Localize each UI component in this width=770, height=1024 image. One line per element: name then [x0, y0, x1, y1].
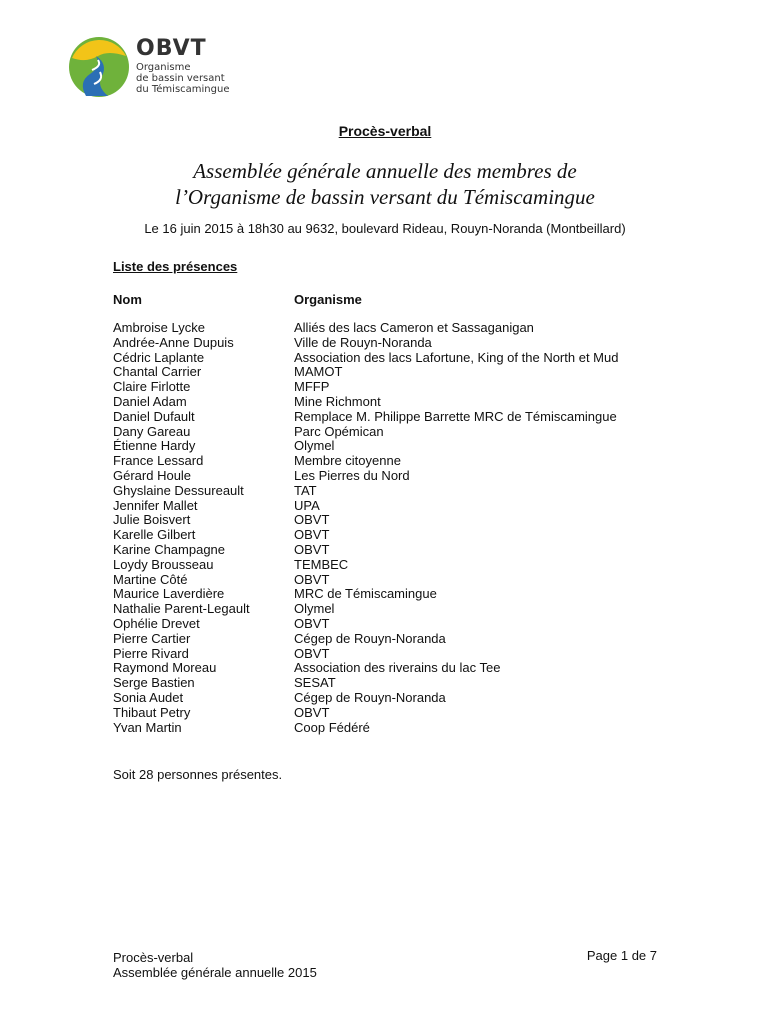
attendee-name: Karelle Gilbert — [113, 527, 196, 543]
attendee-names-list — [113, 321, 291, 735]
attendee-organisation: MAMOT — [294, 364, 343, 380]
attendee-name: Chantal Carrier — [113, 364, 202, 380]
attendee-name: Nathalie Parent-Legault — [113, 601, 250, 617]
attendee-organisation: OBVT — [294, 512, 330, 528]
attendee-name: Maurice Laverdière — [113, 586, 225, 602]
attendee-name: Pierre Cartier — [113, 630, 191, 646]
attendee-organisation: OBVT — [294, 615, 330, 631]
attendee-name: France Lessard — [113, 453, 204, 469]
column-header-name: Nom — [113, 292, 142, 307]
attendee-organisation: Association des riverains du lac Tee — [294, 660, 501, 676]
attendee-organisation: Les Pierres du Nord — [294, 467, 410, 483]
footer-line-1: Procès-verbal — [113, 950, 194, 965]
attendee-name: Étienne Hardy — [113, 438, 196, 454]
attendee-name: Thibaut Petry — [113, 704, 191, 720]
attendee-organisation: Olymel — [294, 601, 335, 617]
attendee-orgs-list — [294, 321, 714, 735]
footer-line-2: Assemblée générale annuelle 2015 — [113, 965, 317, 980]
attendee-organisation: OBVT — [294, 704, 330, 720]
logo-subtitle-line: de bassin versant — [136, 73, 225, 84]
logo-subtitle — [136, 62, 229, 95]
attendee-name: Sonia Audet — [113, 689, 184, 705]
attendee-name: Daniel Dufault — [113, 408, 195, 424]
attendee-organisation: SESAT — [294, 675, 336, 691]
document-title — [0, 158, 770, 210]
footer-info — [113, 950, 317, 980]
logo-name: OBVT — [136, 36, 207, 61]
attendee-name: Raymond Moreau — [113, 660, 217, 676]
attendee-name: Pierre Rivard — [113, 645, 189, 661]
attendee-name: Ambroise Lycke — [113, 320, 205, 335]
attendee-organisation: Remplace M. Philippe Barrette MRC de Témiscamingue — [294, 408, 617, 424]
attendee-organisation: MFFP — [294, 379, 330, 395]
attendee-organisation: OBVT — [294, 645, 330, 661]
attendee-name: Daniel Adam — [113, 393, 187, 409]
logo-subtitle-line: du Témiscamingue — [136, 84, 230, 95]
attendance-summary: Soit 28 personnes présentes. — [113, 767, 283, 782]
attendee-name: Loydy Brousseau — [113, 556, 214, 572]
attendance-section-label: Liste des présences — [113, 259, 238, 274]
attendee-name: Julie Boisvert — [113, 512, 191, 528]
obvt-logo — [68, 36, 248, 100]
attendee-organisation: Mine Richmont — [294, 393, 381, 409]
attendee-name: Gérard Houle — [113, 467, 192, 483]
attendee-organisation: OBVT — [294, 527, 330, 543]
attendee-organisation: TAT — [294, 482, 317, 498]
attendee-organisation: Parc Opémican — [294, 423, 384, 439]
logo-subtitle-line: Organisme — [136, 62, 191, 73]
column-header-organisation: Organisme — [294, 292, 362, 307]
attendee-organisation: OBVT — [294, 541, 330, 557]
attendee-name: Cédric Laplante — [113, 349, 205, 365]
attendee-name: Andrée-Anne Dupuis — [113, 334, 234, 350]
attendee-name: Yvan Martin — [113, 719, 182, 735]
title-line-1: Assemblée générale annuelle des membres de — [193, 159, 577, 183]
document-type: Procès-verbal — [338, 123, 432, 139]
page-number: Page 1 de 7 — [586, 948, 657, 963]
attendee-organisation: Cégep de Rouyn-Noranda — [294, 689, 446, 705]
attendee-organisation: MRC de Témiscamingue — [294, 586, 437, 602]
title-line-2: l’Organisme de bassin versant du Témiscamingue — [175, 185, 595, 209]
attendee-name: Ophélie Drevet — [113, 615, 200, 631]
attendee-organisation: Association des lacs Lafortune, King of the North et Mud — [294, 349, 619, 365]
obvt-logo-mark-icon — [68, 36, 130, 98]
attendee-organisation: Olymel — [294, 438, 335, 454]
attendee-organisation: Coop Fédéré — [294, 719, 370, 735]
attendee-organisation: Ville de Rouyn-Noranda — [294, 334, 432, 350]
attendee-organisation: Alliés des lacs Cameron et Sassaganigan — [294, 320, 534, 335]
attendee-name: Karine Champagne — [113, 541, 226, 557]
attendee-name: Serge Bastien — [113, 675, 195, 691]
meeting-info: Le 16 juin 2015 à 18h30 au 9632, boulevard Rideau, Rouyn-Noranda (Montbeillard) — [144, 221, 626, 236]
attendee-organisation: TEMBEC — [294, 556, 349, 572]
attendee-name: Jennifer Mallet — [113, 497, 198, 513]
attendee-name: Martine Côté — [113, 571, 188, 587]
attendee-name: Dany Gareau — [113, 423, 191, 439]
attendee-organisation: Cégep de Rouyn-Noranda — [294, 630, 446, 646]
attendee-organisation: Membre citoyenne — [294, 453, 401, 469]
attendee-organisation: OBVT — [294, 571, 330, 587]
attendee-organisation: UPA — [294, 497, 320, 513]
attendee-name: Ghyslaine Dessureault — [113, 482, 244, 498]
attendee-name: Claire Firlotte — [113, 379, 191, 395]
